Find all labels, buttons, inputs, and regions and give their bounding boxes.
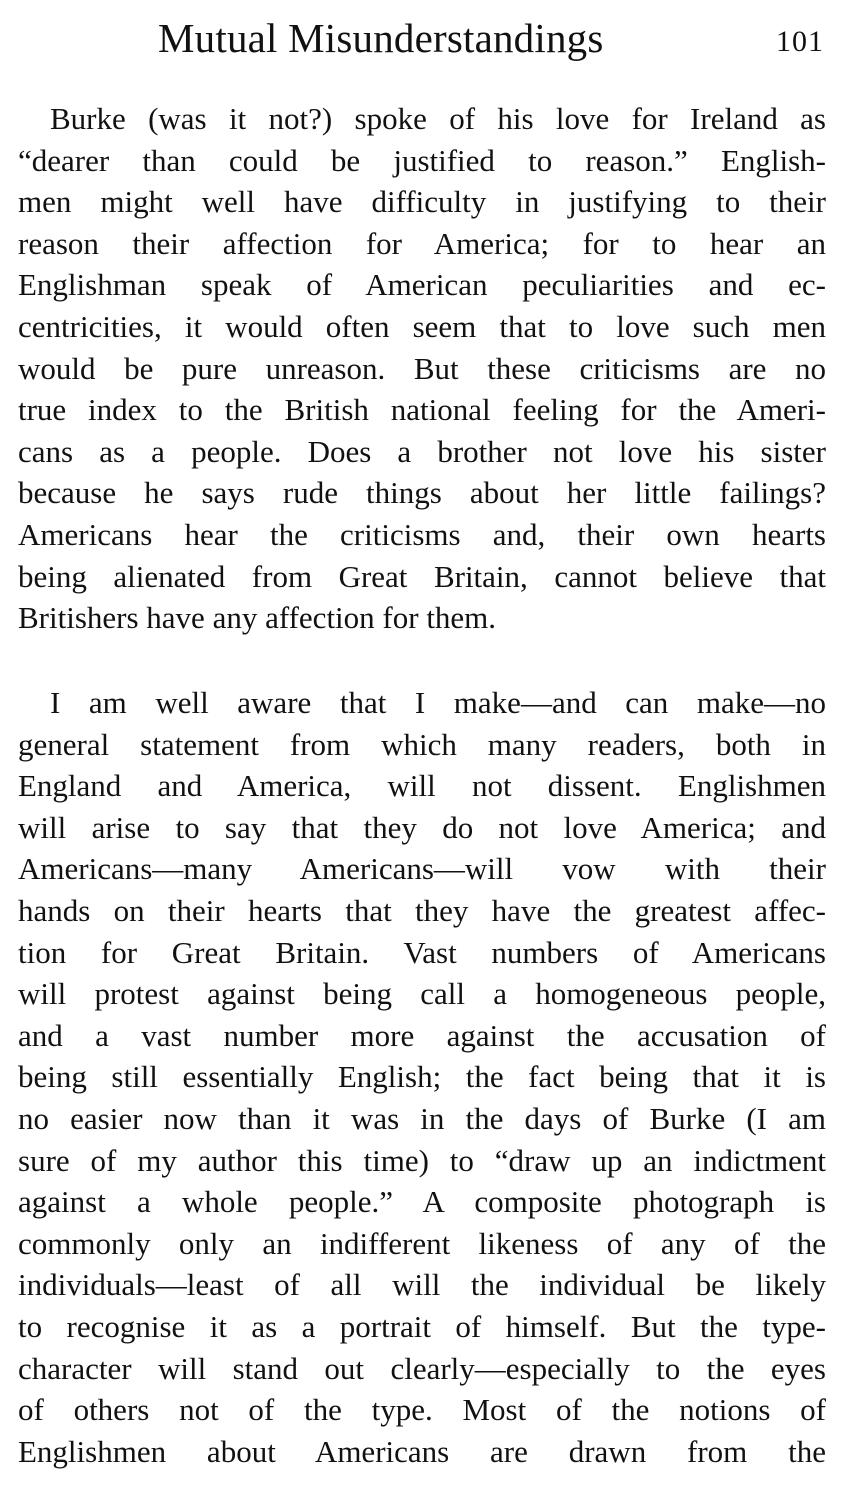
text-line: character will stand out clearly—especially to the eyes [18, 1350, 826, 1386]
text-line: Englishman speak of American peculiarities and ec- [18, 267, 826, 303]
text-line: of others not of the type. Most of the notions of [18, 1392, 826, 1428]
text-line: hands on their hearts that they have the greatest affec- [18, 892, 826, 928]
text-line: commonly only an indifferent likeness of any of the [18, 1225, 826, 1261]
text-line: will arise to say that they do not love America; and [18, 809, 826, 845]
text-line: against a whole people.” A composite photograph is [18, 1184, 826, 1220]
text-line: “dearer than could be justified to reason.” English- [18, 142, 826, 178]
page-number: 101 [776, 25, 824, 58]
paragraph-2 [18, 682, 826, 1472]
text-line: individuals—least of all will the individual be likely [18, 1267, 826, 1303]
text-line: tion for Great Britain. Vast numbers of Americans [18, 934, 826, 970]
running-title: Mutual Misunderstandings [158, 15, 604, 61]
text-line: true index to the British national feeling for the Ameri- [18, 392, 826, 428]
text-line: Americans hear the criticisms and, their own hearts [18, 516, 826, 552]
text-line: Burke (was it not?) spoke of his love for Ireland as [50, 101, 826, 136]
text-line: because he says rude things about her little failings? [18, 475, 826, 511]
running-head [0, 10, 858, 70]
text-line: Britishers have any affection for them. [18, 600, 497, 636]
text-line: no easier now than it was in the days of Burke (I am [18, 1100, 826, 1136]
text-line: being still essentially English; the fact being that it is [18, 1059, 826, 1095]
text-line: Americans—many Americans—will vow with their [18, 851, 826, 887]
text-line: sure of my author this time) to “draw up an indictment [18, 1142, 826, 1178]
text-line: cans as a people. Does a brother not love his sister [18, 433, 826, 469]
text-line: being alienated from Great Britain, cannot believe that [18, 558, 826, 594]
text-line: to recognise it as a portrait of himself. But the type- [18, 1308, 826, 1344]
paragraph-1 [18, 98, 826, 639]
text-line: reason their affection for America; for to hear an [18, 225, 826, 261]
text-line: England and America, will not dissent. Englishmen [18, 768, 826, 804]
text-line: will protest against being call a homogeneous people, [18, 976, 826, 1012]
text-line: and a vast number more against the accusation of [18, 1017, 826, 1053]
text-line: men might well have difficulty in justifying to their [18, 184, 826, 220]
text-line: would be pure unreason. But these criticisms are no [18, 350, 826, 386]
text-line: centricities, it would often seem that to love such men [18, 308, 826, 344]
text-line: general statement from which many readers, both in [18, 726, 826, 762]
text-line: Englishmen about Americans are drawn from the [18, 1433, 826, 1469]
text-line: I am well aware that I make—and can make—no [50, 685, 826, 720]
